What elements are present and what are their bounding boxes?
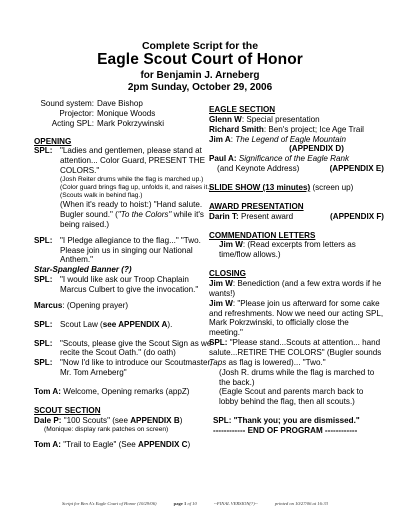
line-text: : (Opening prayer): [62, 300, 129, 310]
document-title: Eagle Scout Court of Honor: [97, 51, 303, 68]
left-column: [34, 99, 214, 449]
script-line: [209, 212, 384, 222]
line-text: : Ben's project; Ice Age Trail: [263, 124, 364, 134]
page-footer: [0, 501, 400, 507]
line-text: as flag is lowered)... "Two.": [228, 357, 326, 367]
line-text: Significance of the Eagle Rank: [238, 154, 350, 164]
stage-note: (Monique: display rank patches on screen): [44, 425, 169, 433]
line-text: "100 Scouts" (see: [63, 415, 131, 425]
text: Scout Law (: [60, 319, 103, 329]
staff-name: Dave Bishop: [97, 99, 143, 108]
honoree-line: for Benjamin J. Arneberg: [140, 70, 260, 81]
speaker: SPL:: [34, 275, 53, 285]
script-line: [209, 338, 384, 368]
end-of-program: ------------ END OF PROGRAM ------------: [213, 426, 358, 436]
line-text: : "Please join us afterward for some cake and refreshments. Now we need our acting SPL, Mark Pokrzwinski, to officially close the meeting.": [209, 298, 384, 338]
speaker: Jim W: [209, 279, 233, 289]
staff-role: Acting SPL:: [51, 118, 94, 128]
stage-note: (Eagle Scout and parents march back to lobby behind the flag, then all scouts.): [219, 387, 364, 407]
script-line: [209, 299, 384, 338]
staff-role: Projector:: [59, 108, 94, 118]
line-text: "I Pledge allegiance to the flag..." "Two. Please join us in singing our National Anthem.": [60, 235, 201, 265]
appendix-ref: (APPENDIX E): [329, 164, 384, 174]
script-line: [34, 416, 214, 426]
section-scout: SCOUT SECTION: [34, 405, 101, 415]
printed-date: printed on 10/27/06 at 16:33: [274, 501, 328, 506]
text: :: [230, 134, 236, 144]
script-line: [34, 358, 214, 378]
appendix-ref: APPENDIX B: [130, 415, 180, 425]
script-line: [34, 320, 214, 330]
line-text: "Please stand...Scouts at attention... hand salute...RETIRE THE COLORS" (Bugler sounds: [209, 338, 382, 358]
line-text: "Ladies and gentlemen, please stand at attention... Color Guard, PRESENT THE COLORS.": [60, 146, 205, 176]
speaker: Marcus: [34, 300, 63, 310]
speaker: Tom A:: [34, 439, 61, 449]
line-text: [60, 320, 172, 330]
stage-note: [34, 200, 214, 230]
script-line: [209, 125, 384, 135]
anthem-title: Star-Spangled Banner (?): [34, 265, 132, 275]
staff-row: [34, 99, 214, 109]
section-award: AWARD PRESENTATION: [209, 201, 304, 211]
page-number: [174, 501, 197, 507]
line-text: (screen up): [312, 183, 354, 193]
staff-row: [34, 109, 214, 119]
speaker: Paul A:: [209, 154, 237, 164]
date-line: 2pm Sunday, October 29, 2006: [127, 82, 273, 93]
dismissal-line: SPL: "Thank you; you are dismissed.": [213, 416, 360, 426]
line-text: (and Keynote Address): [217, 164, 300, 174]
note-text: (When it's ready to hoist:) "Hand salute. Bugler sound." (: [60, 200, 203, 219]
script-line: [34, 275, 214, 295]
right-column: [209, 99, 384, 436]
section-opening: OPENING: [34, 136, 72, 146]
script-line: [209, 115, 384, 125]
speaker: Glenn W: [209, 114, 242, 124]
footer-title: Script for Ben A's Eagle Court of Honor (10/29/06): [62, 501, 157, 506]
script-line: [209, 164, 384, 174]
page-of: of 10: [187, 501, 197, 506]
speaker: Richard Smith: [209, 124, 264, 134]
line-text: "Now I'd like to introduce our Scoutmaster, Mr. Tom Arneberg": [60, 358, 212, 378]
appendix-ref: (APPENDIX D): [289, 144, 344, 154]
speaker: SPL:: [209, 338, 228, 348]
speaker: Jim W: [219, 240, 243, 250]
stage-note: (Josh Reiter drums while the flag is marched up.) (Color guard brings flag up, unfolds it, and raises it.) (Scouts walk in behind flag.): [60, 176, 212, 200]
speaker: SPL:: [34, 235, 53, 245]
text: ): [179, 415, 183, 425]
script-line: [209, 135, 384, 145]
script-line: [209, 240, 384, 260]
page-label: page 1: [173, 501, 187, 506]
section-closing: CLOSING: [209, 269, 246, 279]
line-text: : Benediction (and a few extra words if he wants!): [209, 279, 382, 298]
script-line: [34, 236, 214, 266]
note-text: while it's being raised.): [60, 209, 204, 229]
section-commendation: COMMENDATION LETTERS: [209, 230, 316, 240]
header-pre: Complete Script for the: [141, 40, 259, 52]
staff-name: Mark Pokrzywinski: [97, 118, 165, 128]
staff-name: Monique Woods: [97, 108, 156, 118]
speaker: Dale P:: [34, 415, 62, 425]
version-label: --FINAL VERSION(?)--: [213, 501, 258, 506]
appendix-ref: APPENDIX C: [137, 439, 188, 449]
speaker: Tom A:: [34, 387, 61, 396]
speaker: Darin T:: [209, 211, 239, 221]
speaker: SPL:: [34, 358, 53, 368]
stage-note: (Josh R. drums while the flag is marched to the back.): [219, 367, 375, 387]
staff-row: [34, 119, 214, 129]
line-text: The Legend of Eagle Mountain: [235, 134, 346, 144]
staff-list: [34, 99, 214, 129]
line-text: Welcome, Opening remarks (appZ): [63, 387, 190, 396]
section-slide-show: SLIDE SHOW (13 minutes): [209, 183, 311, 193]
taps-title: Taps: [209, 357, 227, 367]
script-line: [34, 440, 214, 450]
script-line: [209, 154, 384, 164]
line-text: "Trail to Eagle" (See: [63, 439, 138, 449]
line-text: Present award: [240, 211, 294, 221]
speaker: SPL:: [34, 319, 53, 329]
speaker: SPL:: [34, 338, 53, 348]
line-text: "Scouts, please give the Scout Sign as we recite the Scout Oath." (do oath): [60, 338, 212, 358]
script-line: [209, 279, 384, 299]
line-text: "I would like ask our Troop Chaplain Marcus Culbert to give the invocation.": [60, 275, 199, 294]
slide-show-line: [209, 183, 384, 193]
text: ).: [167, 319, 173, 329]
speaker: SPL:: [34, 146, 53, 156]
appendix-ref: see APPENDIX A: [102, 319, 168, 329]
speaker: Jim A: [209, 134, 231, 144]
section-eagle: EAGLE SECTION: [209, 105, 276, 114]
text: ): [187, 439, 191, 449]
note-title: "To the Colors": [117, 209, 172, 219]
script-line: [34, 146, 214, 176]
speaker: Jim W: [209, 298, 233, 308]
staff-role: Sound system:: [40, 99, 94, 108]
appendix-ref: (APPENDIX F): [330, 211, 384, 221]
script-line: [34, 301, 214, 311]
script-line: [34, 387, 214, 397]
line-text: : (Read excerpts from letters as time/flow allows.): [219, 240, 356, 260]
line-text: : Special presentation: [241, 114, 320, 124]
script-line: [34, 339, 214, 359]
